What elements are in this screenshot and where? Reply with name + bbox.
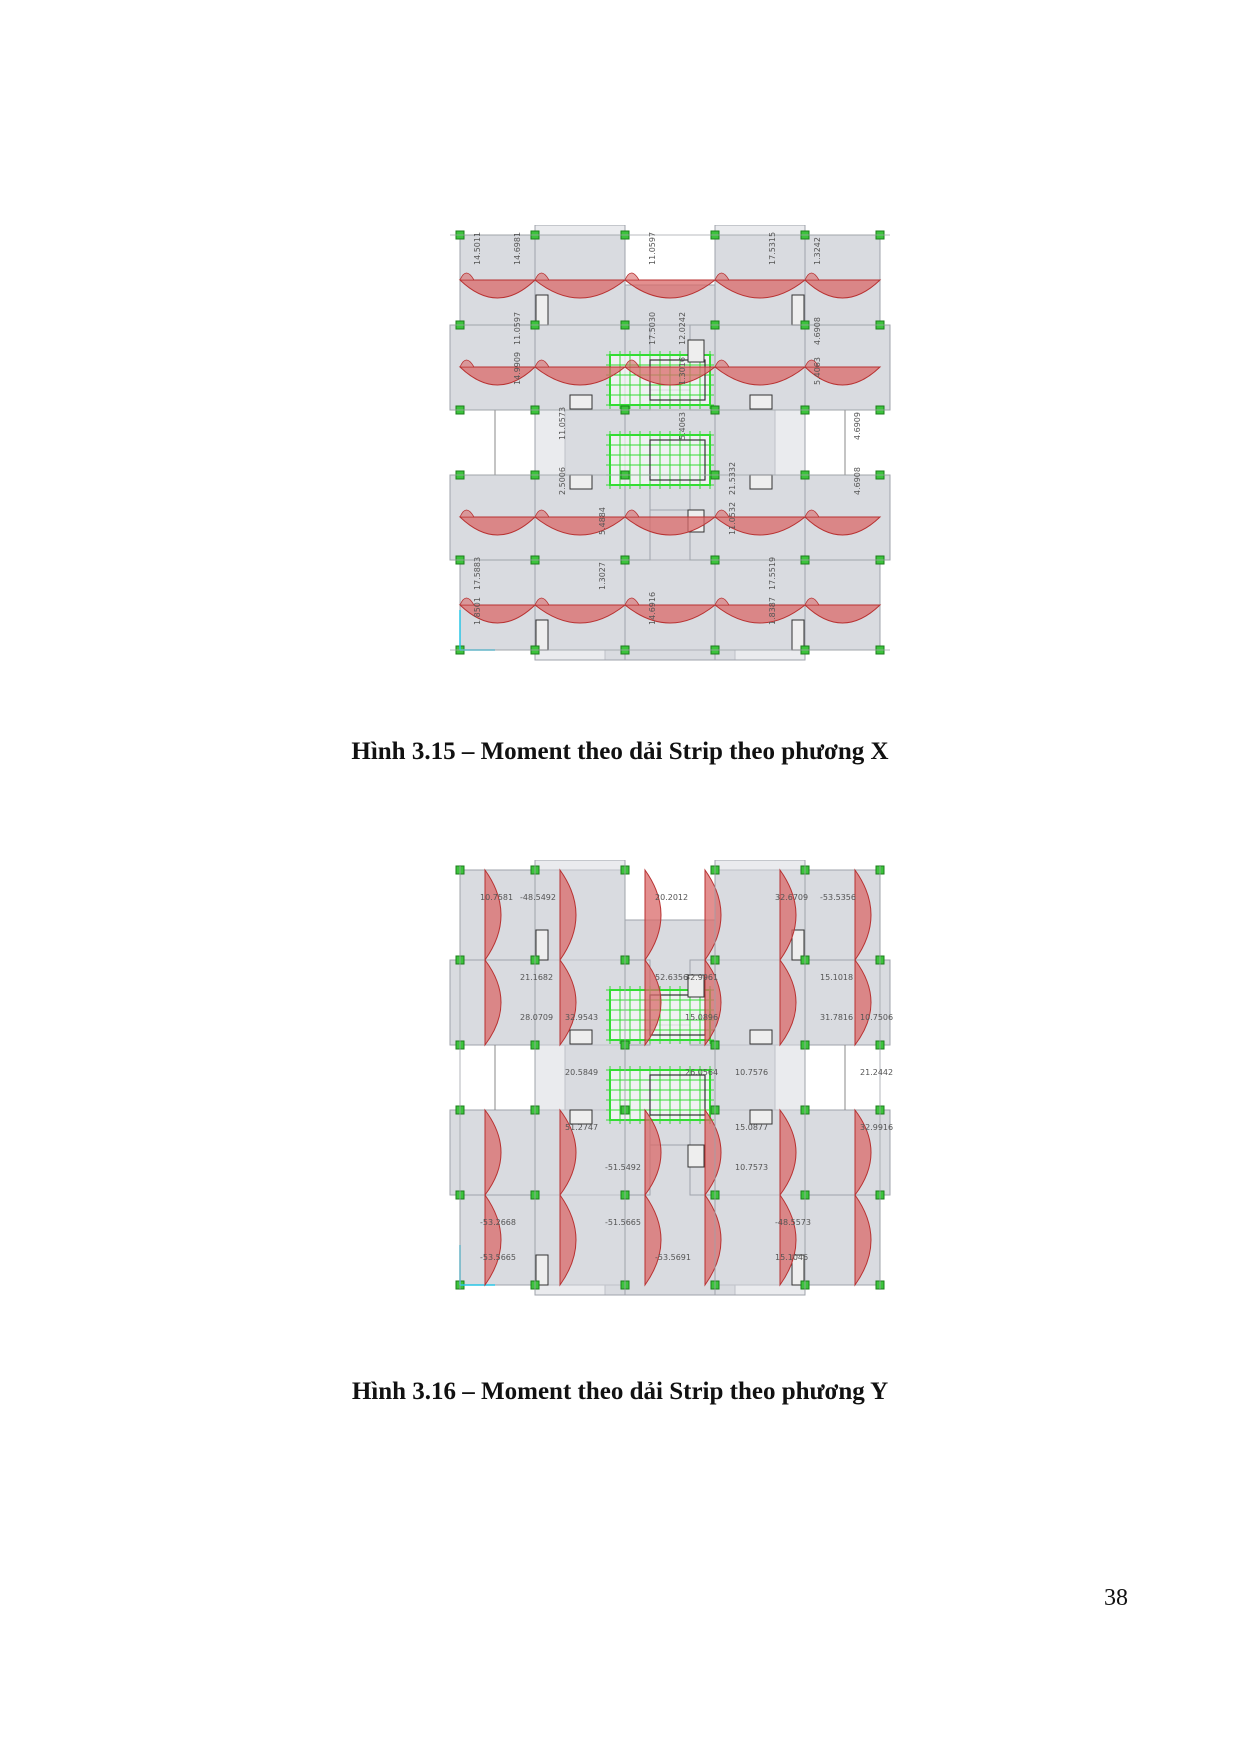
moment-value-label: 21.2442	[860, 1068, 894, 1077]
moment-value-label: 32.9543	[565, 1013, 599, 1022]
moment-value-label: 26.0564	[685, 1068, 719, 1077]
moment-value-label: 4.6908	[813, 317, 822, 345]
moment-value-label: -48.5573	[775, 1218, 811, 1227]
moment-value-label: 32.9961	[685, 973, 719, 982]
figure-caption-2: Hình 3.16 – Moment theo dải Strip theo phương Y	[351, 1378, 889, 1405]
moment-value-label: 12.0242	[678, 311, 687, 345]
moment-value-label: 31.7816	[820, 1013, 854, 1022]
moment-value-label: 10.7581	[480, 893, 514, 902]
figure-caption-1: Hình 3.15 – Moment theo dải Strip theo phương X	[351, 738, 889, 765]
moment-value-label: -53.2668	[480, 1218, 516, 1227]
moment-diagram-y	[440, 860, 900, 1330]
moment-value-label: -53.5665	[480, 1253, 516, 1262]
moment-value-label: 17.5030	[648, 311, 657, 345]
opening	[570, 395, 592, 409]
moment-value-label: 51.2747	[565, 1123, 599, 1132]
moment-hog	[625, 273, 639, 280]
moment-value-label: 1.8501	[473, 597, 482, 625]
moment-value-label: -51.5492	[605, 1163, 641, 1172]
figure-moment-strip-x	[440, 225, 900, 695]
moment-value-label: -53.5356	[820, 893, 856, 902]
moment-value-label: 10.7506	[860, 1013, 894, 1022]
opening	[570, 1110, 592, 1124]
moment-value-label: 1.3027	[598, 562, 607, 590]
moment-value-label: 11.0532	[728, 501, 737, 535]
moment-value-label: -53.5691	[655, 1253, 691, 1262]
moment-value-label: 20.5849	[565, 1068, 599, 1077]
moment-value-label: 32.6709	[775, 893, 809, 902]
moment-value-label: 11.0597	[513, 311, 522, 345]
moment-value-label: 17.5519	[768, 556, 777, 590]
moment-value-label: -48.5492	[520, 893, 556, 902]
moment-value-label: 5.4884	[598, 507, 607, 535]
moment-value-label: 14.5011	[473, 231, 482, 265]
moment-value-label: 4.6909	[853, 412, 862, 440]
page-number: 38	[1104, 1585, 1128, 1611]
moment-value-label: 21.1682	[520, 973, 554, 982]
moment-value-label: 15.0896	[685, 1013, 719, 1022]
moment-value-label: 32.9916	[860, 1123, 894, 1132]
moment-value-label: 5.4063	[678, 412, 687, 440]
moment-value-label: 14.9909	[513, 351, 522, 385]
moment-value-label: 10.7576	[735, 1068, 769, 1077]
moment-value-label: 28.0709	[520, 1013, 554, 1022]
opening	[750, 475, 772, 489]
moment-value-label: 20.2012	[655, 893, 689, 902]
moment-value-label: 1.3016	[678, 357, 687, 385]
opening	[750, 1030, 772, 1044]
moment-value-label: 14.6981	[513, 231, 522, 265]
moment-value-label: 4.6908	[853, 467, 862, 495]
moment-value-label: 1.3242	[813, 237, 822, 265]
opening	[570, 475, 592, 489]
moment-value-label: 1.8387	[768, 597, 777, 625]
opening	[750, 395, 772, 409]
moment-value-label: 17.5883	[473, 556, 482, 590]
moment-value-label: -51.5665	[605, 1218, 641, 1227]
moment-value-label: 11.0573	[558, 406, 567, 440]
moment-value-label: 15.1018	[820, 973, 854, 982]
moment-value-label: 2.5006	[558, 467, 567, 495]
moment-value-label: 15.0877	[735, 1123, 769, 1132]
opening	[570, 1030, 592, 1044]
moment-value-label: 11.0597	[648, 231, 657, 265]
moment-value-label: 52.6356	[655, 973, 689, 982]
moment-value-label: 17.5315	[768, 231, 777, 265]
opening	[688, 340, 704, 362]
figure-moment-strip-y	[440, 860, 900, 1330]
opening	[688, 1145, 704, 1167]
moment-value-label: 21.5332	[728, 461, 737, 495]
opening	[750, 1110, 772, 1124]
moment-value-label: 15.1046	[775, 1253, 809, 1262]
moment-diagram-x	[440, 225, 900, 695]
moment-value-label: 14.6916	[648, 591, 657, 625]
moment-value-label: 5.4063	[813, 357, 822, 385]
moment-value-label: 10.7573	[735, 1163, 769, 1172]
